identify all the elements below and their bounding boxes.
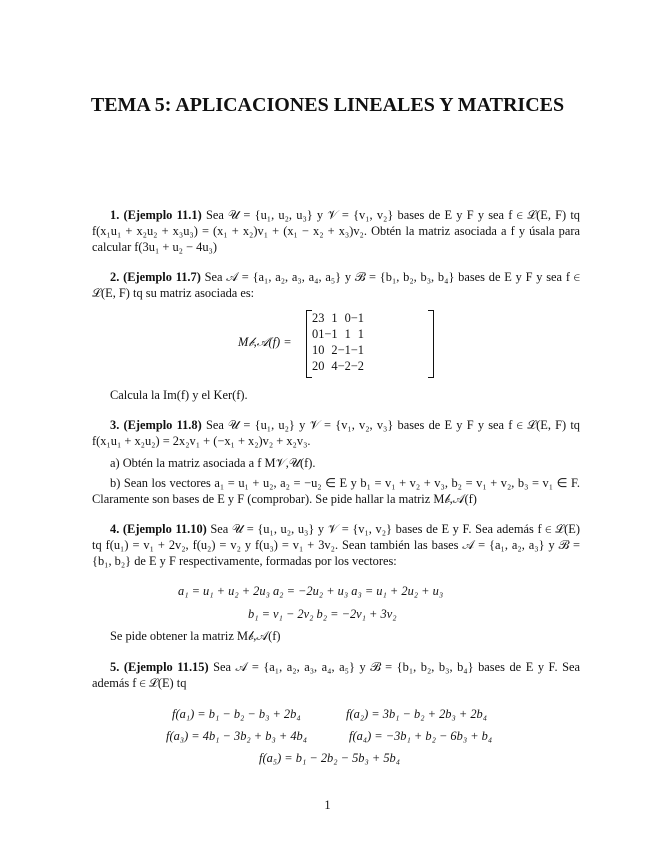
- exercise-2: [92, 269, 580, 301]
- matrix-cell: 0: [318, 358, 325, 373]
- exercise-2-question: Calcula la Im(f) y el Ker(f).: [110, 388, 248, 402]
- page-title: TEMA 5: APLICACIONES LINEALES Y MATRICES: [90, 94, 565, 116]
- exercise-1-heading: 1. (Ejemplo 11.1): [110, 208, 202, 222]
- equation-f-a5: f(a₅) = b₁ − 2b₂ − 5b₃ + 5b₄: [259, 751, 401, 765]
- matrix: [312, 311, 364, 374]
- equation-f-a2: f(a₂) = 3b₁ − b₂ + 2b₃ + 2b₄: [346, 707, 488, 721]
- equation-f-a4: f(a₄) = −3b₁ + b₂ − 6b₃ + b₄: [349, 729, 493, 743]
- matrix-cell: 3: [318, 311, 325, 326]
- exercise-1: [92, 207, 580, 256]
- equation-f-a1: f(a₁) = b₁ − b₂ − b₃ + 2b₄: [172, 707, 301, 721]
- exercise-3-part-b: b) Sean los vectores a₁ = u₁ + u₂, a₂ = −u₂ ∈ E y b₁ = v₁ + v₂ + v₃, b₂ = v₁ + v₂, b₃ = v₁ ∈ F. Claramente son bases de E y F (comprobar). Se pide hallar la matriz M𝒷,𝒜(f): [92, 476, 580, 507]
- matrix-cell: −1: [350, 342, 364, 357]
- matrix-cell: 1: [357, 327, 364, 342]
- matrix-cell: 2: [312, 311, 319, 326]
- equation-a-vectors: a₁ = u₁ + u₂ + 2u₃ a₂ = −2u₂ + u₃ a₃ = u₁ + 2u₂ + u₃: [178, 584, 444, 598]
- matrix-row: [312, 311, 364, 327]
- exercise-5-heading: 5. (Ejemplo 11.15): [110, 660, 209, 674]
- matrix-cell: −2: [350, 358, 364, 373]
- exercise-4: [92, 521, 580, 570]
- matrix-cell: 1: [331, 311, 338, 326]
- matrix-row: [312, 343, 364, 359]
- exercise-5: [92, 659, 580, 691]
- equation-f-a3: f(a₃) = 4b₁ − 3b₂ + b₃ + 4b₄: [166, 729, 308, 743]
- matrix-cell: 0: [312, 327, 319, 342]
- exercise-4-text: Sea 𝒰 = {u₁, u₂, u₃} y 𝒱 = {v₁, v₂} bases de E y F. Sea además f ∈ ℒ(E) tq f(u₁) = v₁ + 2v₂, f(u₂) = v₂ y f(u₃) = v₁ + 3v₂. Sean también las bases 𝒜 = {a₁, a₂, a₃} y ℬ = {b₁, b₂} de E y F respectivamente, formadas por los vectores:: [92, 522, 580, 569]
- matrix-row: [312, 358, 364, 374]
- matrix-cell: 0: [344, 311, 351, 326]
- matrix-cell: 1: [318, 327, 325, 342]
- exercise-1-text: Sea 𝒰 = {u₁, u₂, u₃} y 𝒱 = {v₁, v₂} bases de E y F y sea f ∈ ℒ(E, F) tq f(x₁u₁ + x₂u₂ + x₃u₃) = (x₁ + x₂)v₁ + (x₁ − x₂ + x₃)v₂. Obtén la matriz asociada a f y úsala para calcular f(3u₁ + u₂ − 4u₃): [92, 208, 581, 255]
- matrix-cell: 1: [312, 342, 319, 357]
- exercise-2-text: Sea 𝒜 = {a₁, a₂, a₃, a₄, a₅} y ℬ = {b₁, b₂, b₃, b₄} bases de E y F y sea f ∈ ℒ(E, F) tq su matriz asociada es:: [92, 270, 581, 301]
- matrix-cell: −1: [337, 342, 351, 357]
- matrix-cell: 0: [318, 342, 325, 357]
- exercise-3-heading: 3. (Ejemplo 11.8): [110, 418, 202, 432]
- matrix-cell: 2: [331, 342, 338, 357]
- exercise-4-question: Se pide obtener la matriz M𝒷,𝒜(f): [110, 629, 281, 643]
- exercise-5-text: Sea 𝒜 = {a₁, a₂, a₃, a₄, a₅} y ℬ = {b₁, b₂, b₃, b₄} bases de E y F. Sea además f ∈ ℒ(E) tq: [92, 660, 580, 691]
- exercise-3-part-a: a) Obtén la matriz asociada a f M𝒱,𝒰(f).: [110, 456, 316, 470]
- equation-b-vectors: b₁ = v₁ − 2v₂ b₂ = −2v₁ + 3v₂: [248, 607, 397, 621]
- matrix-cell: 2: [312, 358, 319, 373]
- page-number: 1: [324, 798, 331, 812]
- matrix-cell: −2: [337, 358, 351, 373]
- exercise-3: [92, 417, 580, 449]
- matrix-cell: 4: [331, 358, 338, 373]
- matrix-label: M𝒷,𝒜(f) =: [238, 335, 292, 349]
- matrix-cell: −1: [324, 327, 338, 342]
- matrix-row: [312, 327, 364, 343]
- matrix-right-bracket: [428, 310, 434, 378]
- exercise-3-text: Sea 𝒰 = {u₁, u₂} y 𝒱 = {v₁, v₂, v₃} bases de E y F y sea f ∈ ℒ(E, F) tq f(x₁u₁ + x₂u₂) = 2x₂v₁ + (−x₁ + x₂)v₂ + x₂v₃.: [92, 418, 581, 449]
- matrix-cell: −1: [350, 311, 364, 326]
- matrix-cell: 1: [344, 327, 351, 342]
- exercise-2-heading: 2. (Ejemplo 11.7): [110, 270, 201, 284]
- exercise-4-heading: 4. (Ejemplo 11.10): [110, 522, 207, 536]
